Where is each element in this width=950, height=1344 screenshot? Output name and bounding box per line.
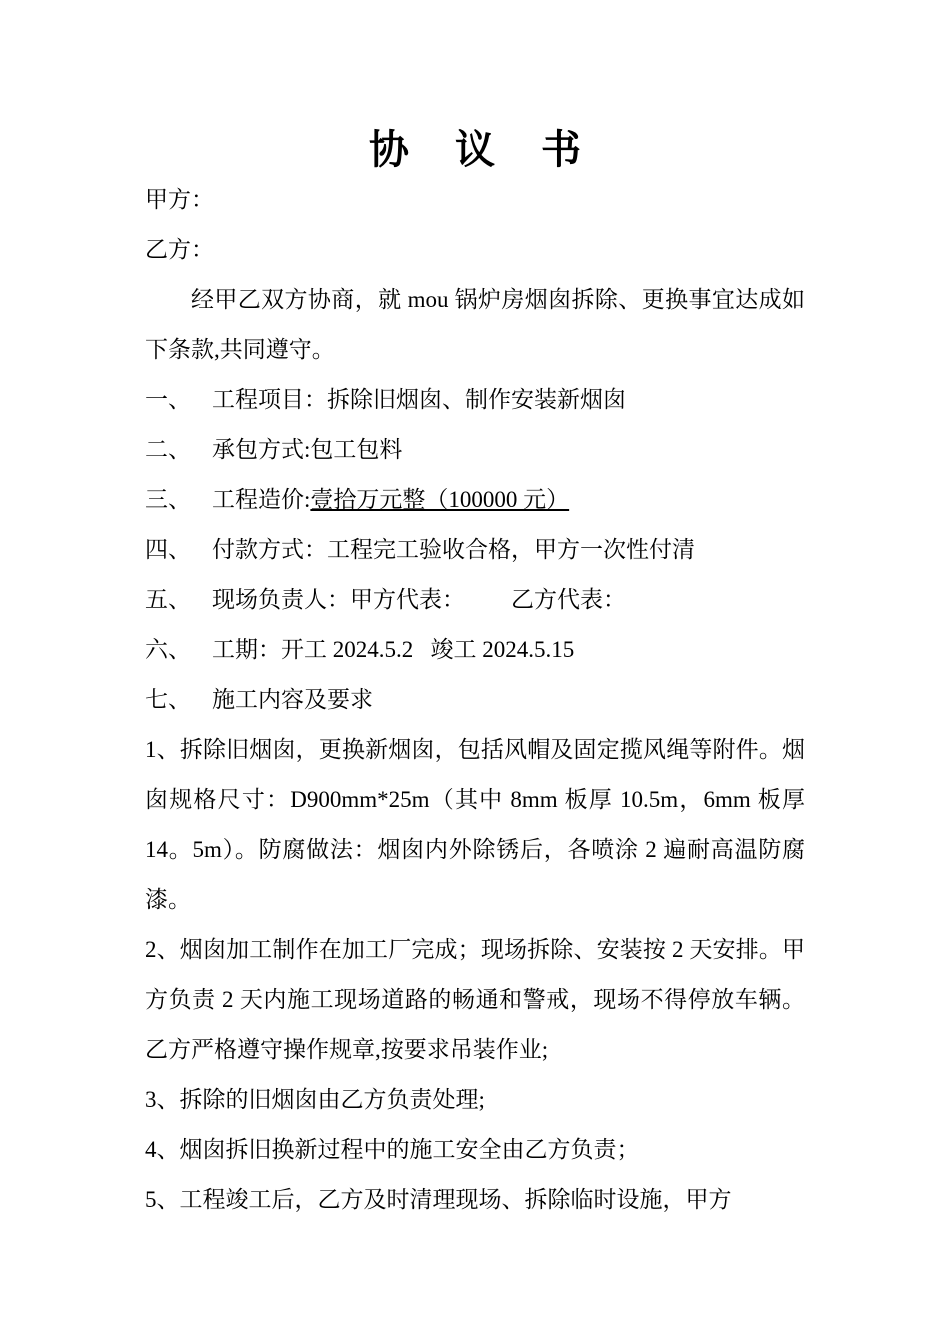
item-number: 七、 (145, 687, 191, 712)
document-body (145, 175, 805, 1225)
item-number: 三、 (145, 487, 191, 512)
item-text: 付款方式：工程完工验收合格，甲方一次性付清 (212, 537, 695, 562)
item-text: 承包方式:包工包料 (212, 437, 403, 462)
list-item (145, 475, 805, 525)
party-a-line: 甲方： (145, 187, 214, 212)
list-item (145, 525, 805, 575)
price-label: 工程造价: (212, 487, 311, 512)
list-item (145, 675, 805, 725)
item-text: 施工内容及要求 (212, 687, 373, 712)
intro-paragraph: 经甲乙双方协商，就 mou 锅炉房烟囱拆除、更换事宜达成如下条款,共同遵守。 (145, 287, 805, 362)
party-b-representative: 乙方代表： (511, 587, 626, 612)
list-item (145, 575, 805, 625)
list-item (145, 425, 805, 475)
item-number: 二、 (145, 437, 191, 462)
document-title: 协 议 书 (369, 127, 599, 172)
item-text: 工期：开工 2024.5.2 竣工 2024.5.15 (212, 637, 575, 662)
party-b-line: 乙方： (145, 237, 214, 262)
list-item (145, 375, 805, 425)
list-item (145, 625, 805, 675)
clause-paragraph: 4、烟囱拆旧换新过程中的施工安全由乙方负责； (145, 1137, 640, 1162)
item-number: 四、 (145, 537, 191, 562)
item-number: 五、 (145, 587, 191, 612)
clause-paragraph: 2、烟囱加工制作在加工厂完成；现场拆除、安装按 2 天安排。甲方负责 2 天内施工现场道路的畅通和警戒，现场不得停放车辆。乙方严格遵守操作规章,按要求吊装作业; (145, 937, 805, 1062)
item-number: 一、 (145, 387, 191, 412)
item-number: 六、 (145, 637, 191, 662)
party-a-representative: 现场负责人：甲方代表： (212, 587, 465, 612)
clause-paragraph: 1、拆除旧烟囱，更换新烟囱，包括风帽及固定揽风绳等附件。烟囱规格尺寸：D900mm*25m（其中 8mm 板厚 10.5m，6mm 板厚 14。5m）。防腐做法：烟囱内外除锈后，各喷涂 2 遍耐高温防腐漆。 (145, 737, 805, 912)
price-value: 壹拾万元整（100000 元） (310, 487, 570, 512)
clause-paragraph: 5、工程竣工后，乙方及时清理现场、拆除临时设施，甲方 (145, 1187, 732, 1212)
item-text: 工程项目：拆除旧烟囱、制作安装新烟囱 (212, 387, 626, 412)
clause-paragraph: 3、拆除的旧烟囱由乙方负责处理; (145, 1087, 485, 1112)
